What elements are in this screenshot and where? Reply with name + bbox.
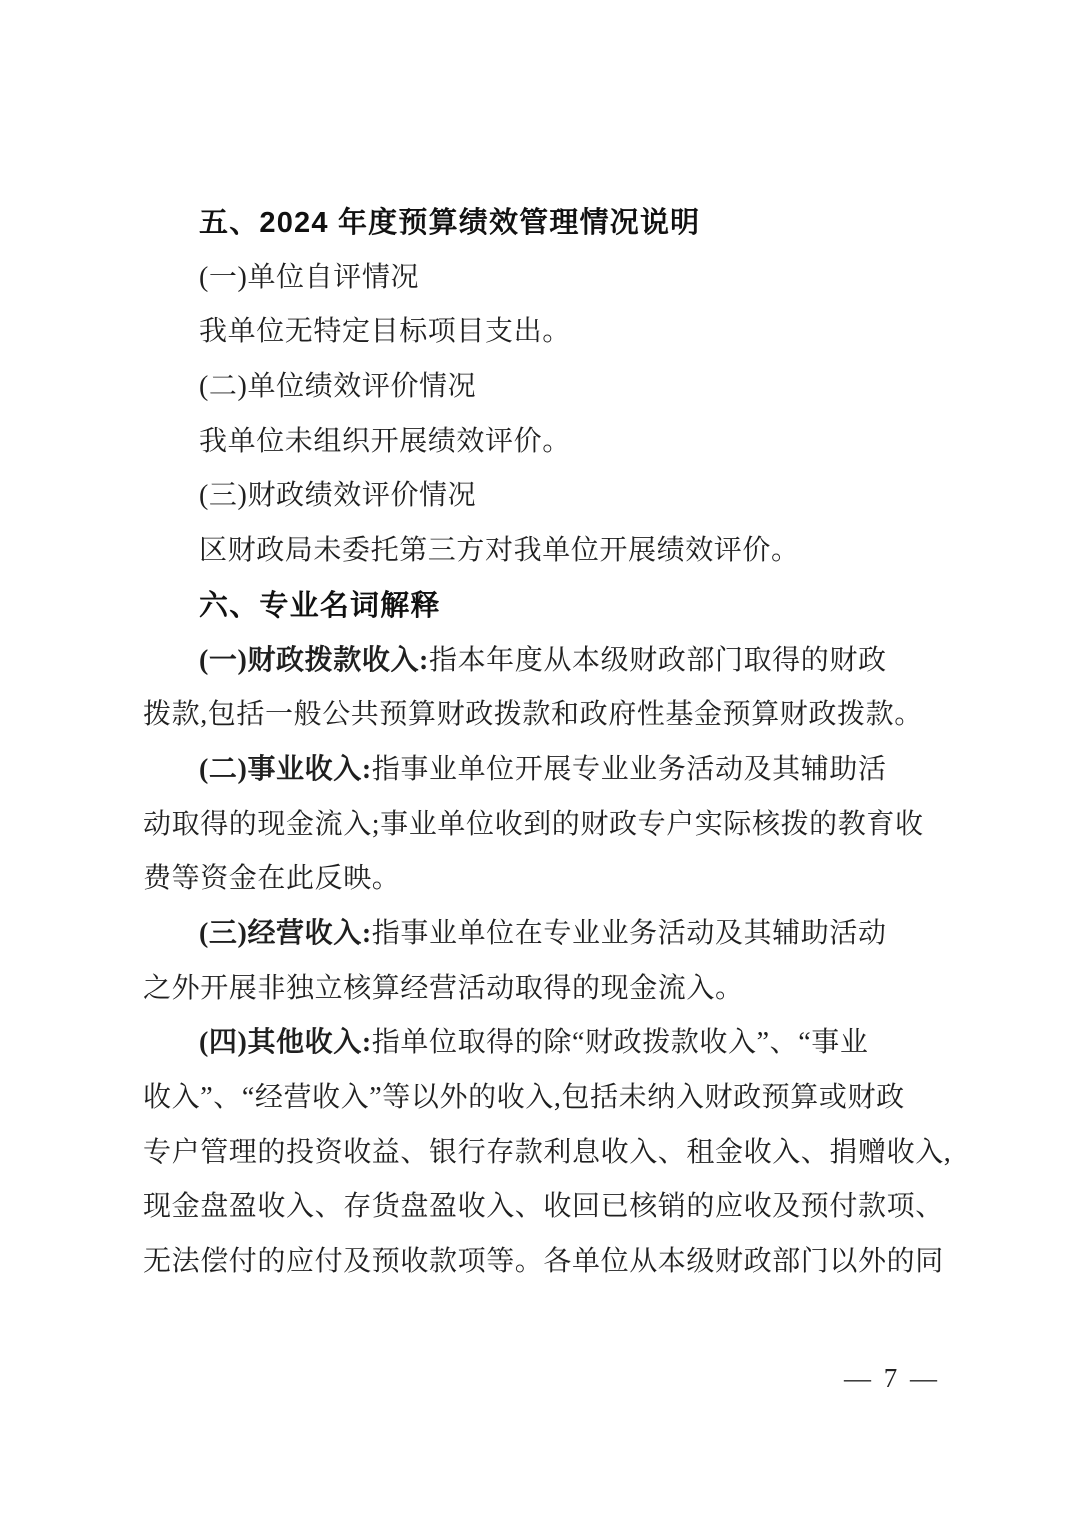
- page-number: — 7 —: [844, 1363, 940, 1393]
- line-text: 指本年度从本级财政部门取得的财政: [428, 644, 887, 676]
- line-text: 动取得的现金流入;事业单位收到的财政专户实际核拨的教育收: [143, 808, 924, 840]
- body-line: [143, 1126, 952, 1181]
- term-lead: (二)事业收入:: [199, 753, 372, 785]
- body-line: [143, 962, 948, 1017]
- line-text: (三)财政绩效评价情况: [199, 480, 477, 512]
- heading-text: 五、2024 年度预算绩效管理情况说明: [199, 207, 701, 239]
- line-text: 我单位未组织开展绩效评价。: [199, 425, 571, 457]
- heading-text: 六、专业名词解释: [199, 589, 441, 622]
- body-line: [143, 415, 948, 470]
- body-line: [143, 634, 948, 689]
- body-line: [143, 1180, 948, 1235]
- line-text: 专户管理的投资收益、银行存款利息收入、租金收入、捐赠收入,: [143, 1136, 952, 1168]
- section-heading-6: [143, 579, 948, 634]
- body-line: [143, 305, 948, 360]
- term-lead: (一)财政拨款收入:: [199, 644, 429, 676]
- line-text: 指事业单位开展专业业务活动及其辅助活: [371, 753, 887, 785]
- body-line: [143, 743, 948, 798]
- line-text: 我单位无特定目标项目支出。: [199, 316, 571, 348]
- body-line: [143, 524, 948, 579]
- subsection-heading: [143, 360, 948, 415]
- line-text: 指单位取得的除“财政拨款收入”、“事业: [371, 1027, 869, 1059]
- section-heading-5: [143, 196, 948, 251]
- body-line: [143, 1235, 948, 1290]
- body-line: [143, 798, 948, 853]
- subsection-heading: [143, 469, 948, 524]
- line-text: 费等资金在此反映。: [143, 863, 401, 895]
- term-lead: (四)其他收入:: [199, 1027, 372, 1059]
- line-text: (二)单位绩效评价情况: [199, 371, 477, 403]
- line-text: 收入”、“经营收入”等以外的收入,包括未纳入财政预算或财政: [143, 1082, 905, 1113]
- line-text: 之外开展非独立核算经营活动取得的现金流入。: [143, 972, 744, 1004]
- body-line: [143, 907, 948, 962]
- line-text: 拨款,包括一般公共预算财政拨款和政府性基金预算财政拨款。: [143, 699, 923, 731]
- line-text: 指事业单位在专业业务活动及其辅助活动: [371, 917, 887, 949]
- body-line: [143, 852, 948, 907]
- body-line: [143, 1071, 948, 1126]
- line-text: 区财政局未委托第三方对我单位开展绩效评价。: [199, 535, 800, 567]
- subsection-heading: [143, 251, 948, 306]
- body-line: [143, 1016, 948, 1071]
- term-lead: (三)经营收入:: [199, 917, 372, 949]
- line-text: (一)单位自评情况: [199, 261, 420, 293]
- line-text: 无法偿付的应付及预收款项等。各单位从本级财政部门以外的同: [143, 1246, 944, 1278]
- line-text: 现金盘盈收入、存货盘盈收入、收回已核销的应收及预付款项、: [143, 1191, 944, 1223]
- body-line: [143, 688, 948, 743]
- document-body: [143, 196, 952, 1290]
